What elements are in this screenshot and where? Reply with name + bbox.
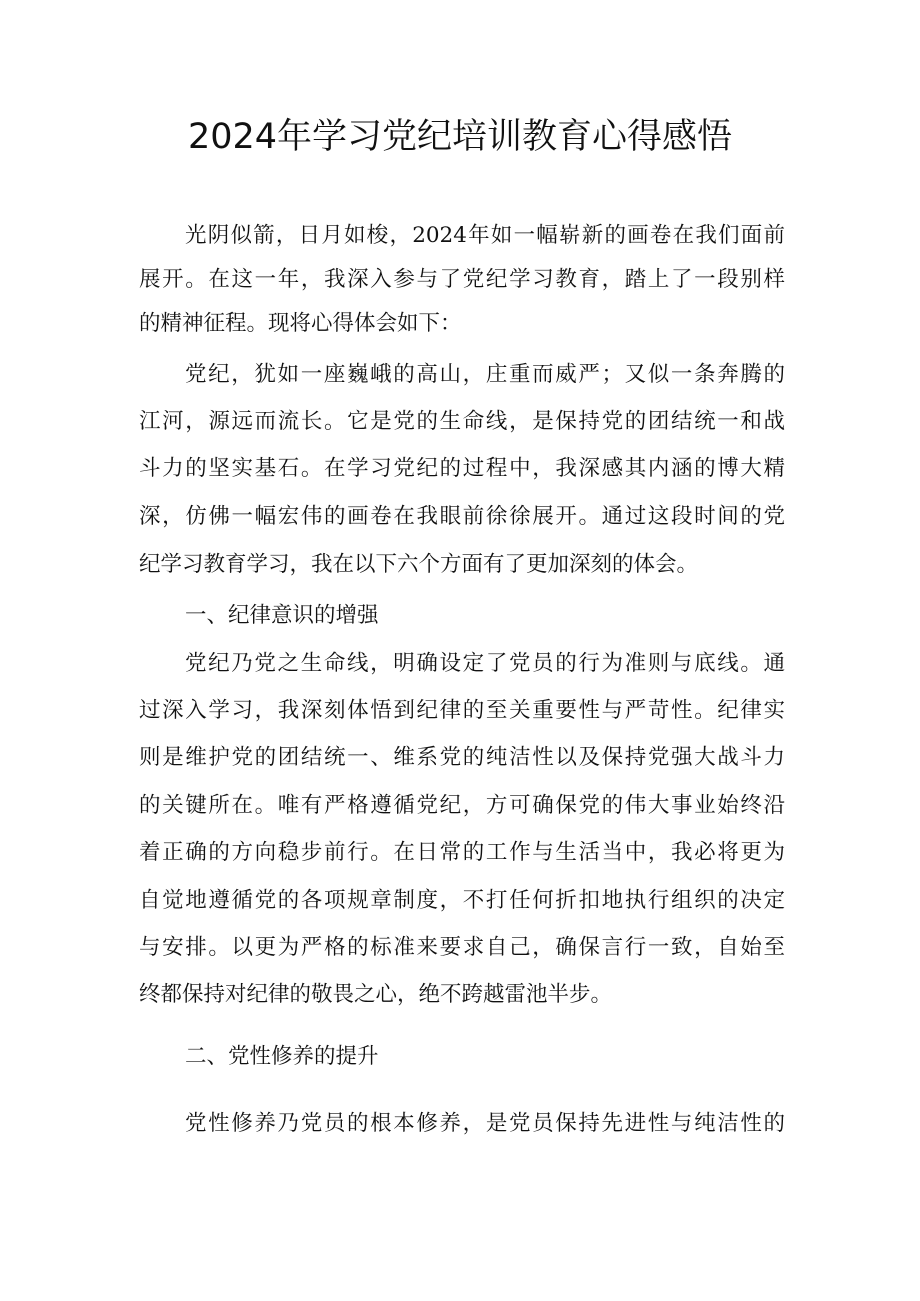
paragraph-line: 着正确的方向稳步前行。在日常的工作与生活当中，我必将更为 (139, 840, 785, 865)
paragraph-line: 过深入学习，我深刻体悟到纪律的至关重要性与严苛性。纪律实 (139, 698, 785, 723)
paragraph-line: 的精神征程。现将心得体会如下： (139, 311, 462, 336)
paragraph-line: 纪学习教育学习，我在以下六个方面有了更加深刻的体会。 (139, 552, 699, 577)
section-heading: 一、纪律意识的增强 (185, 603, 379, 628)
paragraph-line: 终都保持对纪律的敬畏之心，绝不跨越雷池半步。 (139, 982, 613, 1007)
paragraph-line: 斗力的坚实基石。在学习党纪的过程中，我深感其内涵的博大精 (139, 456, 785, 481)
document-title: 2024年学习党纪培训教育心得感悟 (187, 117, 733, 157)
paragraph-line: 自觉地遵循党的各项规章制度，不打任何折扣地执行组织的决定 (139, 888, 785, 913)
paragraph-line: 党纪乃党之生命线，明确设定了党员的行为准则与底线。通 (185, 651, 785, 676)
paragraph-line: 则是维护党的团结统一、维系党的纯洁性以及保持党强大战斗力 (139, 745, 785, 770)
paragraph-line: 与安排。以更为严格的标准来要求自己，确保言行一致，自始至 (139, 935, 785, 960)
section-heading: 二、党性修养的提升 (185, 1044, 379, 1069)
paragraph-line: 党纪，犹如一座巍峨的高山，庄重而威严；又似一条奔腾的 (185, 362, 785, 387)
paragraph-line: 光阴似箭，日月如梭，2024年如一幅崭新的画卷在我们面前 (185, 223, 785, 248)
paragraph-line: 江河，源远而流长。它是党的生命线，是保持党的团结统一和战 (139, 409, 785, 434)
paragraph-line: 深，仿佛一幅宏伟的画卷在我眼前徐徐展开。通过这段时间的党 (139, 504, 785, 529)
paragraph-line: 展开。在这一年，我深入参与了党纪学习教育，踏上了一段别样 (139, 267, 785, 292)
paragraph-line: 的关键所在。唯有严格遵循党纪，方可确保党的伟大事业始终沿 (139, 793, 785, 818)
paragraph-line: 党性修养乃党员的根本修养，是党员保持先进性与纯洁性的 (185, 1111, 785, 1136)
